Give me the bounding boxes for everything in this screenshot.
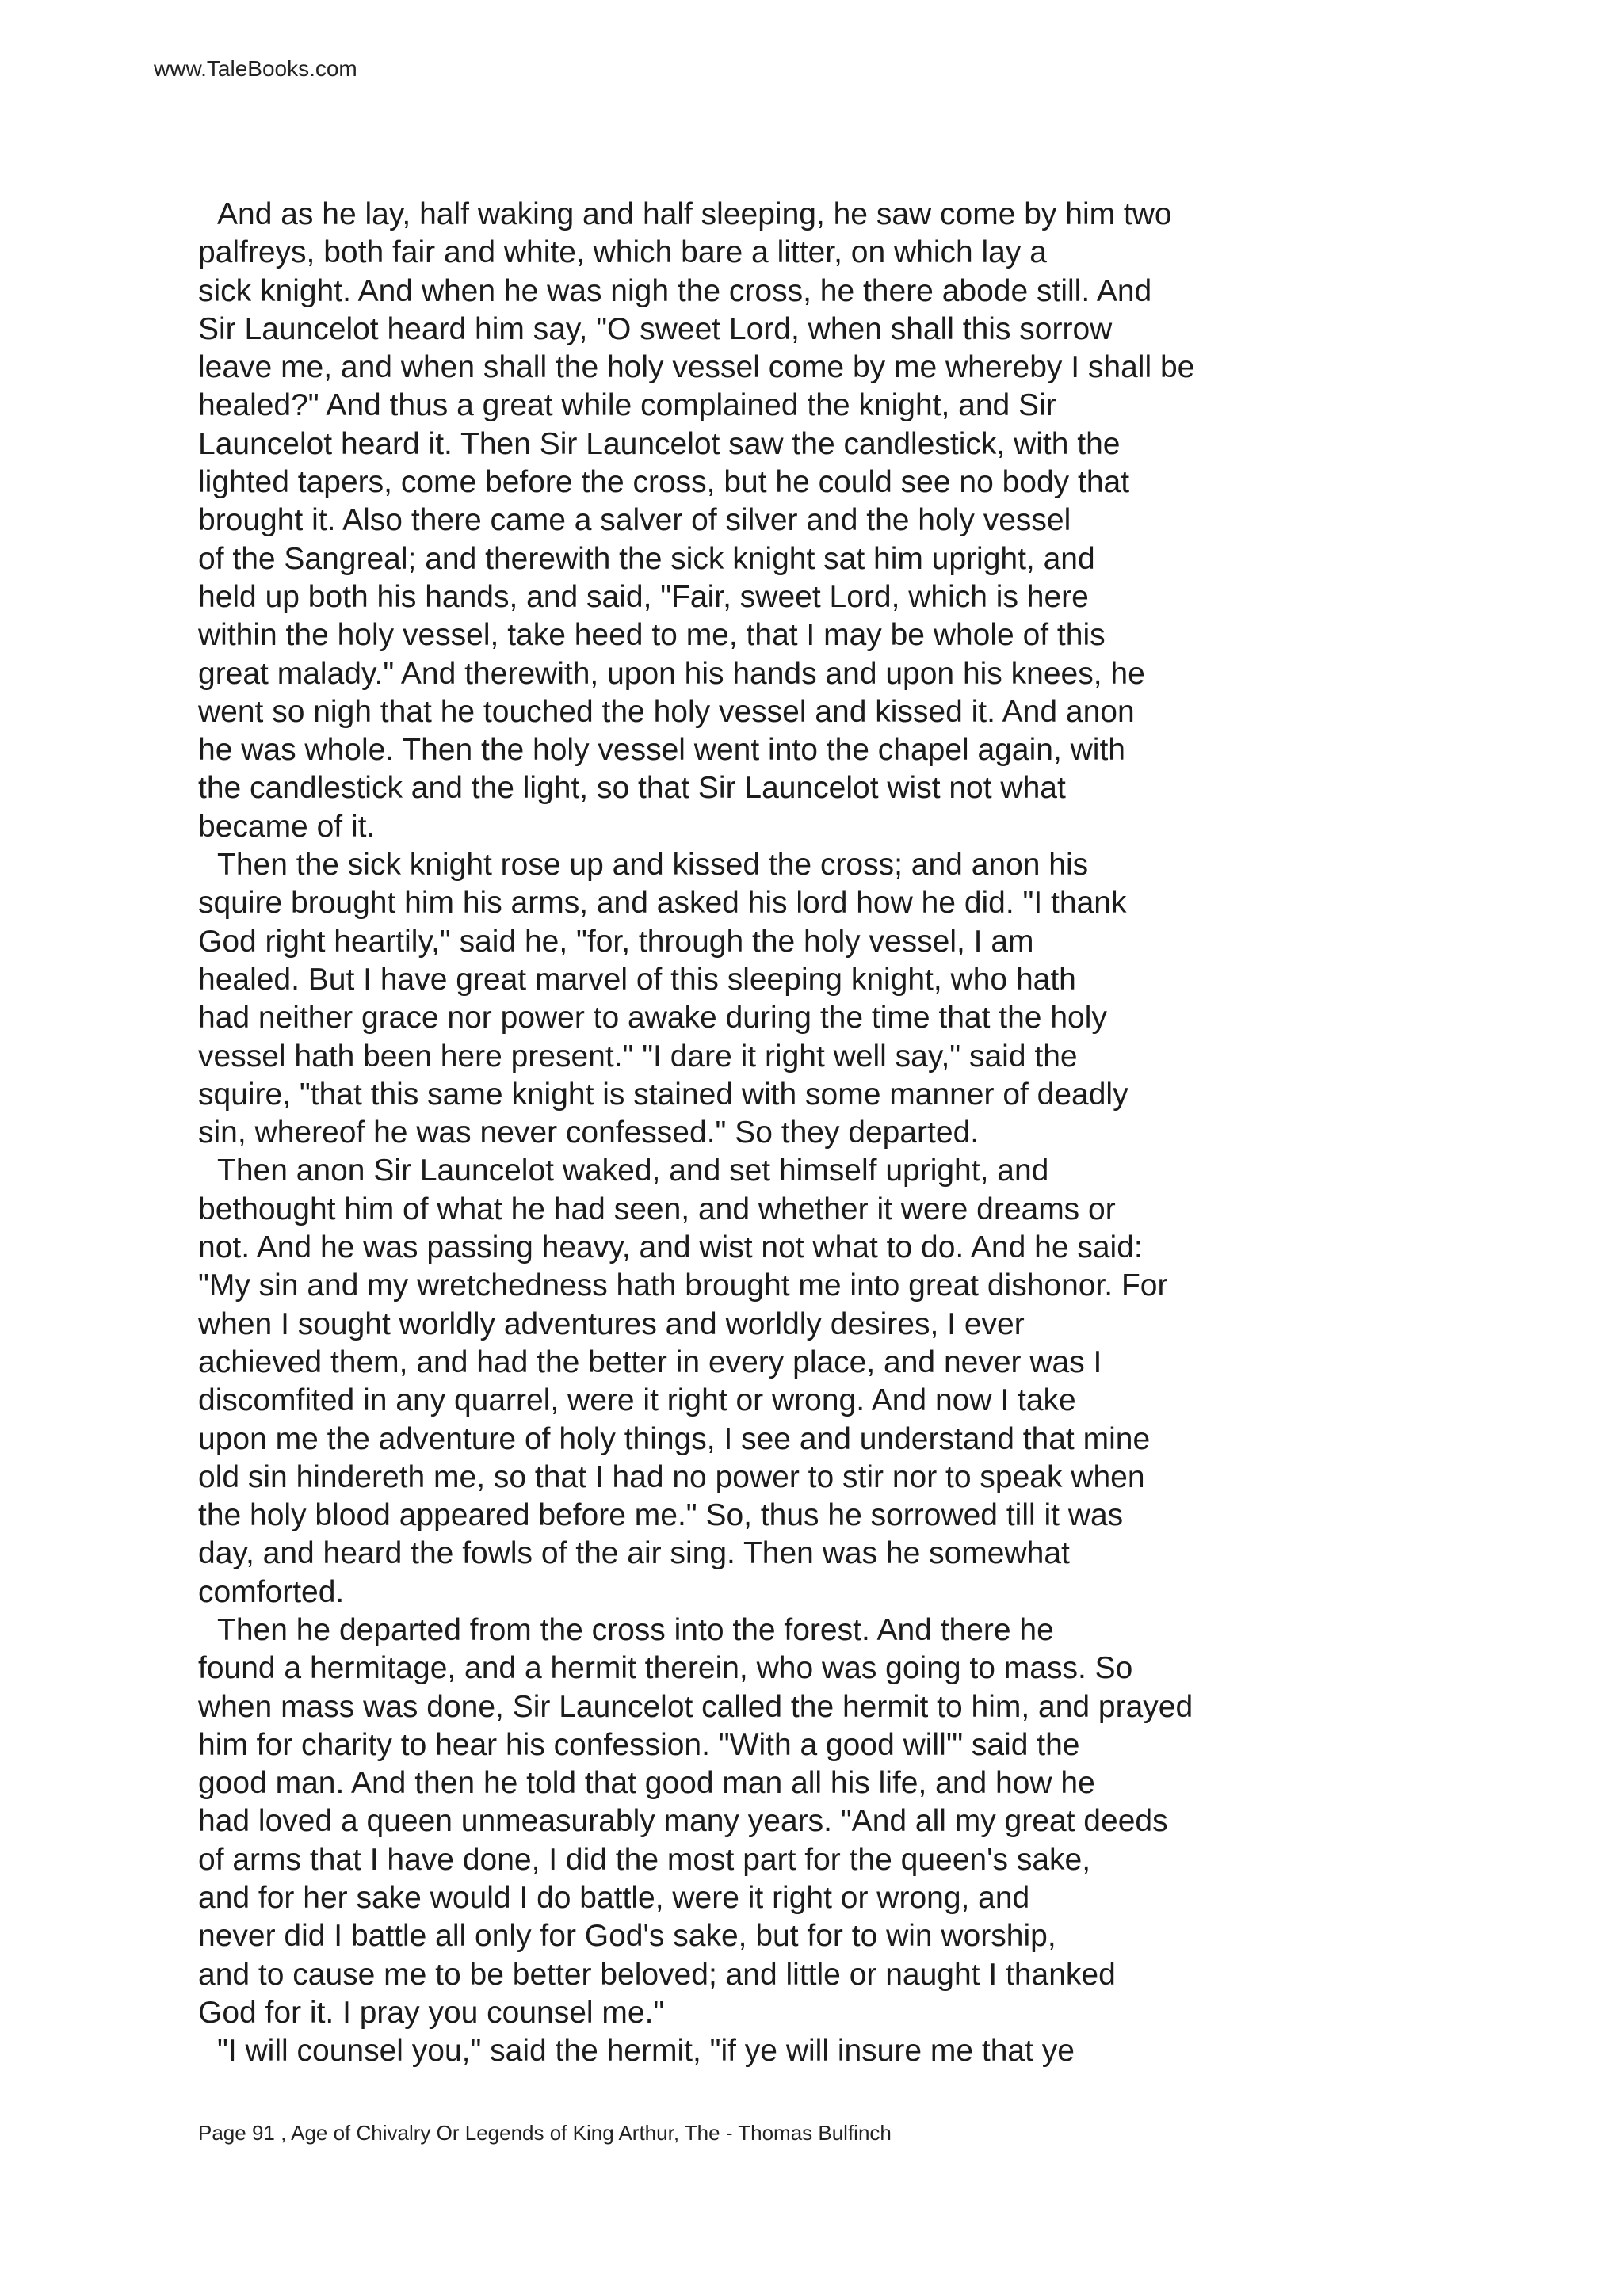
- site-header: www.TaleBooks.com: [154, 56, 357, 81]
- text-line: lighted tapers, come before the cross, but he could see no body that: [198, 465, 1130, 500]
- text-line: God right heartily," said he, "for, through the holy vessel, I am: [198, 924, 1034, 959]
- text-line: sin, whereof he was never confessed." So they departed.: [198, 1116, 980, 1150]
- text-line: palfreys, both fair and white, which bare a litter, on which lay a: [198, 235, 1047, 270]
- text-line: upon me the adventure of holy things, I see and understand that mine: [198, 1421, 1151, 1456]
- text-line: when mass was done, Sir Launcelot called the hermit to him, and prayed: [198, 1689, 1193, 1724]
- text-line: Then the sick knight rose up and kissed the cross; and anon his: [217, 848, 1089, 883]
- text-line: squire brought him his arms, and asked his lord how he did. "I thank: [198, 886, 1127, 921]
- text-line: Then anon Sir Launcelot waked, and set himself upright, and: [217, 1154, 1049, 1188]
- text-line: "I will counsel you," said the hermit, "if ye will insure me that ye: [217, 2034, 1075, 2069]
- text-line: healed?" And thus a great while complained the knight, and Sir: [198, 388, 1056, 423]
- text-line: of the Sangreal; and therewith the sick knight sat him upright, and: [198, 541, 1095, 576]
- text-line: found a hermitage, and a hermit therein, who was going to mass. So: [198, 1651, 1133, 1686]
- text-line: him for charity to hear his confession. "With a good will'" said the: [198, 1727, 1080, 1762]
- text-line: within the holy vessel, take heed to me, that I may be whole of this: [198, 618, 1106, 653]
- text-line: good man. And then he told that good man all his life, and how he: [198, 1766, 1095, 1801]
- text-line: And as he lay, half waking and half sleeping, he saw come by him two: [217, 197, 1172, 231]
- text-line: when I sought worldly adventures and worldly desires, I ever: [198, 1306, 1025, 1341]
- text-line: Then he departed from the cross into the forest. And there he: [217, 1612, 1054, 1647]
- text-line: the candlestick and the light, so that Sir Launcelot wist not what: [198, 771, 1066, 806]
- text-line: held up both his hands, and said, "Fair, sweet Lord, which is here: [198, 579, 1089, 614]
- text-line: never did I battle all only for God's sake, but for to win worship,: [198, 1919, 1056, 1954]
- text-line: God for it. I pray you counsel me.": [198, 1995, 665, 2030]
- text-line: he was whole. Then the holy vessel went into the chapel again, with: [198, 733, 1125, 768]
- text-line: leave me, and when shall the holy vessel come by me whereby I shall be: [198, 350, 1195, 385]
- text-line: day, and heard the fowls of the air sing. Then was he somewhat: [198, 1536, 1070, 1571]
- text-line: great malady." And therewith, upon his hands and upon his knees, he: [198, 656, 1145, 691]
- text-line: not. And he was passing heavy, and wist not what to do. And he said:: [198, 1230, 1143, 1265]
- text-line: of arms that I have done, I did the most part for the queen's sake,: [198, 1842, 1091, 1877]
- text-line: comforted.: [198, 1574, 345, 1609]
- text-line: healed. But I have great marvel of this sleeping knight, who hath: [198, 962, 1076, 997]
- text-line: and to cause me to be better beloved; and little or naught I thanked: [198, 1957, 1116, 1992]
- text-line: sick knight. And when he was nigh the cross, he there abode still. And: [198, 273, 1152, 308]
- text-line: and for her sake would I do battle, were it right or wrong, and: [198, 1881, 1030, 1916]
- page-footer: Page 91 , Age of Chivalry Or Legends of King Arthur, The - Thomas Bulfinch: [198, 2121, 892, 2145]
- text-line: "My sin and my wretchedness hath brought me into great dishonor. For: [198, 1268, 1168, 1303]
- text-line: Sir Launcelot heard him say, "O sweet Lord, when shall this sorrow: [198, 311, 1113, 346]
- text-line: Launcelot heard it. Then Sir Launcelot saw the candlestick, with the: [198, 426, 1121, 461]
- text-line: achieved them, and had the better in every place, and never was I: [198, 1344, 1102, 1379]
- text-line: discomfited in any quarrel, were it right or wrong. And now I take: [198, 1383, 1076, 1418]
- text-line: squire, "that this same knight is stained with some manner of deadly: [198, 1077, 1128, 1112]
- text-line: became of it.: [198, 809, 376, 844]
- text-line: had neither grace nor power to awake during the time that the holy: [198, 1001, 1107, 1035]
- text-line: brought it. Also there came a salver of silver and the holy vessel: [198, 503, 1071, 538]
- text-line: had loved a queen unmeasurably many years. "And all my great deeds: [198, 1804, 1168, 1839]
- text-line: vessel hath been here present." "I dare it right well say," said the: [198, 1039, 1078, 1074]
- text-line: bethought him of what he had seen, and whether it were dreams or: [198, 1192, 1116, 1226]
- text-line: old sin hindereth me, so that I had no power to stir nor to speak when: [198, 1459, 1145, 1494]
- text-line: the holy blood appeared before me." So, thus he sorrowed till it was: [198, 1498, 1124, 1533]
- page-body-text: [198, 196, 1529, 2071]
- text-line: went so nigh that he touched the holy vessel and kissed it. And anon: [198, 694, 1135, 729]
